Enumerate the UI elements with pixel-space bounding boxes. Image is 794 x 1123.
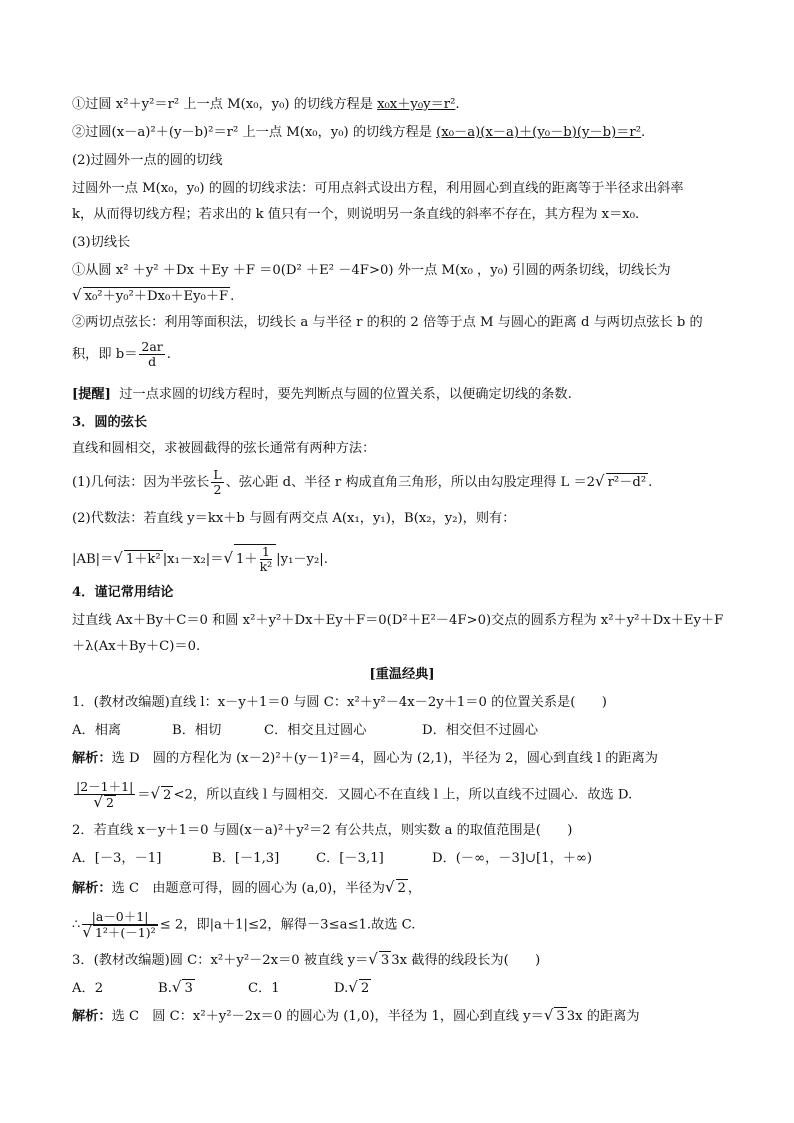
q3-option-a: A．2 (72, 981, 104, 996)
question-1: 1．(教材改编题)直线 l：x－y＋1＝0 与圆 C：x²＋y²－4x－2y＋1＝0 的位置关系是( ) (72, 695, 607, 710)
subheading-tangent-length: (3)切线长 (72, 235, 131, 250)
answer-2-line-1: 解析：选 C 由题意可得，圆的圆心为 (a,0)，半径为√ 2 ， (72, 878, 422, 896)
analysis-label: 解析： (72, 751, 112, 766)
q2-option-d: D．(－∞，－3]∪[1，＋∞) (432, 851, 593, 866)
answer-2-line-2: ∴ $\frac{|a-0+1|}{\text{√ 1²＋(－1)²}}$ ≤ 2，即|a＋1|≤2，解得－3≤a≤1.故选 C. (72, 909, 416, 941)
line-outside-2: k，从而得切线方程；若求出的 k 值只有一个，则说明另一条直线的斜率不存在，其方程为 x＝x₀. (72, 207, 640, 222)
line-algebraic-method: (2)代数法：若直线 y＝kx＋b 与圆有两交点 A(x₁，y₁)，B(x₂，y₂)，则有： (72, 511, 516, 526)
reminder-line: [提醒] 过一点求圆的切线方程时，要先判断点与圆的位置关系，以便确定切线的条数. (72, 387, 572, 402)
heading-conclusion: 4．谨记常用结论 (72, 585, 174, 600)
q2-option-b: B．[－1,3] (212, 851, 280, 866)
question-2: 2．若直线 x－y＋1＝0 与圆(x－a)²＋y²＝2 有公共点，则实数 a 的取值范围是( ) (72, 823, 573, 838)
section-title-review: [重温经典] (369, 667, 435, 682)
subheading-outside-point: (2)过圆外一点的圆的切线 (72, 153, 223, 168)
q1-option-b: B．相切 (172, 723, 222, 738)
line-conclusion-1: 过直线 Ax＋By＋C＝0 和圆 x²＋y²＋Dx＋Ey＋F＝0(D²＋E²－4F>0)交点的圆系方程为 x²＋y²＋Dx＋Ey＋F (72, 613, 724, 628)
q1-option-d: D．相交但不过圆心 (422, 723, 539, 738)
line-conclusion-2: ＋λ(Ax＋By＋C)＝0. (72, 639, 201, 654)
answer-3-line-1: 解析：选 C 圆 C：x²＋y²－2x＝0 的圆心为 (1,0)，半径为 1，圆心到直线 y＝√ 3 3x 的距离为 (72, 1006, 640, 1024)
line-tangent-length-1: ①从圆 x² ＋y² ＋Dx ＋Ey ＋F ＝0(D² ＋E² －4F>0) 外一点 M(x₀ ，y₀) 引圆的两条切线，切线长为 (72, 263, 671, 278)
line-tangent-length-2: √ x₀²＋y₀²＋Dx₀＋Ey₀＋F . (72, 286, 235, 304)
q1-option-c: C．相交且过圆心 (264, 723, 367, 738)
q2-option-c: C．[－3,1] (316, 851, 384, 866)
answer-1-line-1: 解析：选 D 圆的方程化为 (x－2)²＋(y－1)²＝4，圆心为 (2,1)，半径为 2，圆心到直线 l 的距离为 (72, 751, 658, 766)
question-2-options (72, 850, 732, 868)
line-tangent-1: ①过圆 x²＋y²＝r² 上一点 M(x₀，y₀) 的切线方程是 x₀x＋y₀y＝r². (72, 97, 460, 112)
line-chord-formula: |AB|＝√ 1＋k² |x₁－x₂|＝√ 1＋ $\frac{1}{\text{k²}}$ |y₁－y₂|. (72, 544, 328, 574)
q2-option-a: A．[－3，－1] (72, 851, 162, 866)
line-outside-1: 过圆外一点 M(x₀，y₀) 的圆的切线求法：可用点斜式设出方程，利用圆心到直线的距离等于半径求出斜率 (72, 181, 684, 196)
line-tangent-2: ②过圆(x－a)²＋(y－b)²＝r² 上一点 M(x₀，y₀) 的切线方程是 (x₀－a)(x－a)＋(y₀－b)(y－b)＝r². (72, 125, 646, 140)
line-chord-intro: 直线和圆相交，求被圆截得的弦长通常有两种方法： (72, 441, 376, 456)
line-geometric-method: (1)几何法：因为半弦长 $\frac{L}{2}$ 、弦心距 d、半径 r 构成直角三角形，所以由勾股定理得 L ＝2√ r²－d² . (72, 467, 653, 497)
line-chord-tangent-2: 积，即 b＝ $\frac{2ar}{d}$ . (72, 339, 171, 369)
heading-chord: 3．圆的弦长 (72, 415, 148, 430)
question-3: 3．(教材改编题)圆 C：x²＋y²－2x＝0 被直线 y＝√ 3 3x 截得的线段长为( ) (72, 950, 541, 968)
answer-1-line-2: $\frac{|2-1+1|}{√ 2}$ ＝√ 2 <2，所以直线 l 与圆相交．又圆心不在直线 l 上，所以直线不过圆心．故选 D. (76, 779, 633, 811)
q3-option-d: D.√ 2 (334, 978, 370, 996)
q3-option-c: C．1 (248, 981, 280, 996)
reminder-label: [提醒] (72, 387, 111, 402)
question-3-options (72, 978, 732, 998)
line-chord-tangent-1: ②两切点弦长：利用等面积法，切线长 a 与半径 r 的积的 2 倍等于点 M 与圆心的距离 d 与两切点弦长 b 的 (72, 315, 703, 330)
q1-option-a: A．相离 (72, 723, 122, 738)
question-1-options (72, 722, 732, 740)
q3-option-b: B.√ 3 (158, 978, 193, 996)
